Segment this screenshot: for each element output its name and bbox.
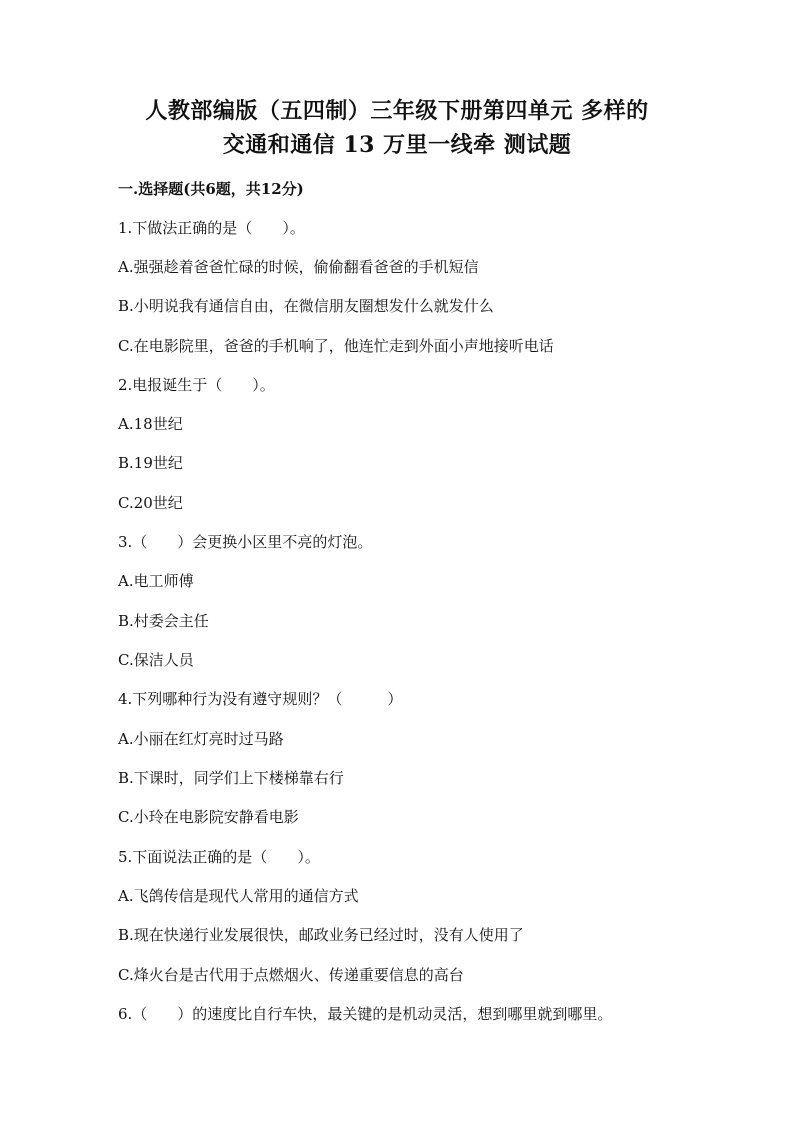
- question-option: C.在电影院里，爸爸的手机响了，他连忙走到外面小声地接听电话: [118, 337, 554, 355]
- question-stem: 3.（ ）会更换小区里不亮的灯泡。: [118, 533, 373, 551]
- question-stem: 2.电报诞生于（ ）。: [118, 376, 275, 394]
- question-option: B.下课时，同学们上下楼梯靠右行: [118, 769, 344, 787]
- question-stem: 6.（ ）的速度比自行车快，最关键的是机动灵活，想到哪里就到哪里。: [118, 1005, 613, 1023]
- question-option: A.电工师傅: [118, 572, 194, 590]
- question-option: A.小丽在红灯亮时过马路: [118, 730, 284, 748]
- question-option: A.18世纪: [118, 415, 183, 433]
- question-option: A.飞鸽传信是现代人常用的通信方式: [118, 887, 359, 905]
- document-title-line-1: 人教部编版（五四制）三年级下册第四单元 多样的: [145, 98, 649, 124]
- question-option: C.小玲在电影院安静看电影: [118, 808, 299, 826]
- question-stem: 5.下面说法正确的是（ ）。: [118, 848, 320, 866]
- question-stem: 4.下列哪种行为没有遵守规则？（ ）: [118, 690, 403, 708]
- question-option: B.小明说我有通信自由，在微信朋友圈想发什么就发什么: [118, 297, 494, 315]
- question-option: C.20世纪: [118, 494, 183, 512]
- question-option: B.村委会主任: [118, 612, 209, 630]
- question-option: C.烽火台是古代用于点燃烟火、传递重要信息的高台: [118, 966, 464, 984]
- question-option: B.19世纪: [118, 454, 183, 472]
- question-stem: 1.下做法正确的是（ ）。: [118, 219, 305, 237]
- question-option: C.保洁人员: [118, 651, 194, 669]
- question-option: B.现在快递行业发展很快，邮政业务已经过时，没有人使用了: [118, 926, 524, 944]
- question-option: A.强强趁着爸爸忙碌的时候，偷偷翻看爸爸的手机短信: [118, 258, 479, 276]
- section-heading: 一.选择题(共6题，共12分): [118, 180, 304, 198]
- document-title-line-2: 交通和通信 13 万里一线牵 测试题: [222, 132, 572, 158]
